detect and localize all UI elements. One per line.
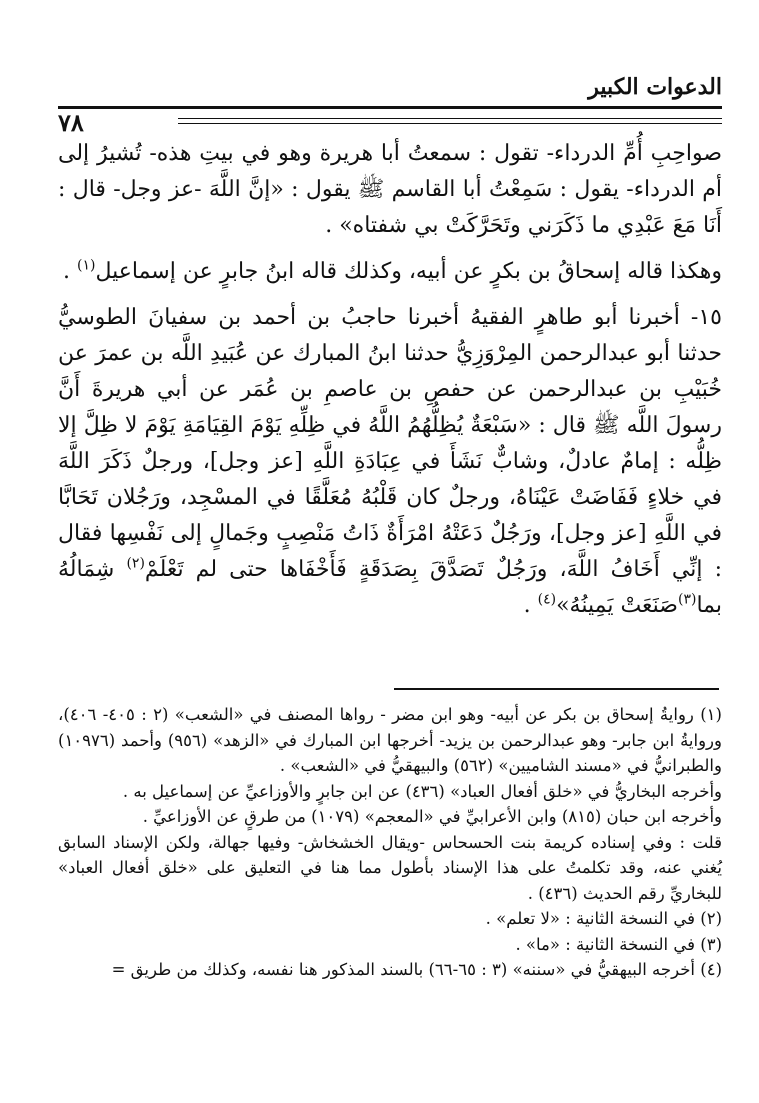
footnote-1-note: قلت : وفي إسناده كريمة بنت الحسحاس -ويقال الخشخاش- وفيها جهالة، ولكن الإسناد السابق يُغني عنه، وقد تكلمتُ على هذا الإسناد بأطول مما هنا في التعليق على «خلق أفعال العباد» للبخاريِّ رقم الحديث (٤٣٦) . (58, 832, 722, 903)
paragraph-2 (58, 254, 722, 290)
paragraph-3-text: ١٥- أخبرنا أبو طاهرٍ الفقيهُ أخبرنا حاجبُ بن أحمد بن سفيانَ الطوسيُّ حدثنا أبو عبدالرحمن المِرْوَزِيُّ حدثنا ابنُ المبارك عن عُبَيدِ اللَّه بن عمرَ عن خُبَيْبِ بن عبدالرحمن عن حفصِ بن عاصمِ بن عُمَر عن أبي هريرةَ أَنَّ رسولَ اللَّه ﷺ قال : «سَبْعَةٌ يُظِلُّهُمُ اللَّهُ في ظِلِّهِ يَوْمَ القِيَامَةِ يَوْمَ لا ظِلَّ إلا ظِلُّه : إمامٌ عادلٌ، وشابٌّ نَشَأَ في عِبَادَةِ اللَّهِ [عز وجل]، ورجلٌ ذَكَرَ اللَّهَ في خلاءٍ فَفَاضَتْ عَيْنَاهُ، ورجلٌ كان قَلْبُهُ مُعَلَّقًا في المسْجِد، ورَجُلان تَحَابَّا في اللَّهِ [عز وجل]، ورَجُلٌ دَعَتْهُ امْرَأَةٌ ذَاتُ مَنْصِبٍ وجَمالٍ إلى نَفْسِها فقال : إنِّي أَخَافُ اللَّهَ، ورَجُلٌ تَصَدَّقَ بِصَدَقَةٍ فَأَخْفَاها حتى لم تَعْلَمْ (58, 305, 722, 582)
footnote-ref-3: (٣) (677, 591, 697, 608)
footnote-2: (٢) في النسخة الثانية : «لا تعلم» . (485, 909, 722, 928)
footnotes (58, 702, 722, 983)
footnote-ref-1: (١) (76, 257, 96, 274)
header-rule-thin-2 (178, 123, 722, 124)
main-text (58, 136, 722, 624)
paragraph-1: صواحِبِ أُمِّ الدرداء- تقول : سمعتُ أبا هريرة وهو في بيتِ هذه- تُشيرُ إلى أم الدرداء- يقول : سَمِعْتُ أبا القاسم ﷺ يقول : «إنَّ اللَّهَ -عز وجل- قال : أَنَا مَعَ عَبْدِي ما ذَكَرَني وتَحَرَّكَتْ بي شفتاه» . (58, 141, 722, 238)
footnote-ref-4: (٤) (537, 591, 557, 608)
paragraph-3-end: . (523, 593, 538, 618)
footnote-1: (١) روايةُ إسحاق بن بكر عن أبيه- وهو ابن مضر - رواها المصنف في «الشعب» (٢ : ٤٠٥- ٤٠٦)، وروايةُ ابن جابر- وهو عبدالرحمن بن يزيد- أخرجها ابن المبارك في «الزهد» (٩٥٦) وأحمد (١٠٩٧٦) والطبرانيُّ في «مسند الشاميين» (٥٦٢) والبيهقيُّ في «الشعب» . (58, 705, 722, 775)
header-rule (58, 106, 722, 109)
footnote-1-cont-b: وأخرجه ابن حبان (٨١٥) وابن الأعرابيِّ في «المعجم» (١٠٧٩) من طرقٍ عن الأوزاعيِّ . (142, 807, 722, 826)
footnote-1-cont-a: وأخرجه البخاريُّ في «خلق أفعال العباد» (٤٣٦) عن ابن جابرٍ والأوزاعيِّ عن إسماعيل به . (122, 781, 722, 801)
paragraph-3-hadith (58, 300, 722, 624)
running-title: الدعوات الكبير (588, 74, 722, 100)
paragraph-3-mid: شِمَالُهُ بما (58, 557, 722, 618)
paragraph-3-mid-2: صَنَعَتْ يَمِينُهُ» (556, 593, 678, 618)
page-header (58, 64, 722, 137)
footnote-4: (٤) أخرجه البيهقيُّ في «سننه» (٣ : ٦٥-٦٦) بالسند المذكور هنا نفسه، وكذلك من طريق = (111, 960, 722, 979)
paragraph-2-end: . (62, 259, 77, 284)
paragraph-2-text: وهكذا قاله إسحاقُ بن بكرٍ عن أبيه، وكذلك قاله ابنُ جابرٍ عن إسماعيل (95, 259, 722, 284)
footnote-separator (394, 688, 719, 690)
footnote-3: (٣) في النسخة الثانية : «ما» . (515, 934, 722, 954)
header-rule-thin (178, 118, 722, 119)
page-number: ٧٨ (58, 108, 84, 137)
footnote-ref-2: (٢) (126, 555, 145, 572)
